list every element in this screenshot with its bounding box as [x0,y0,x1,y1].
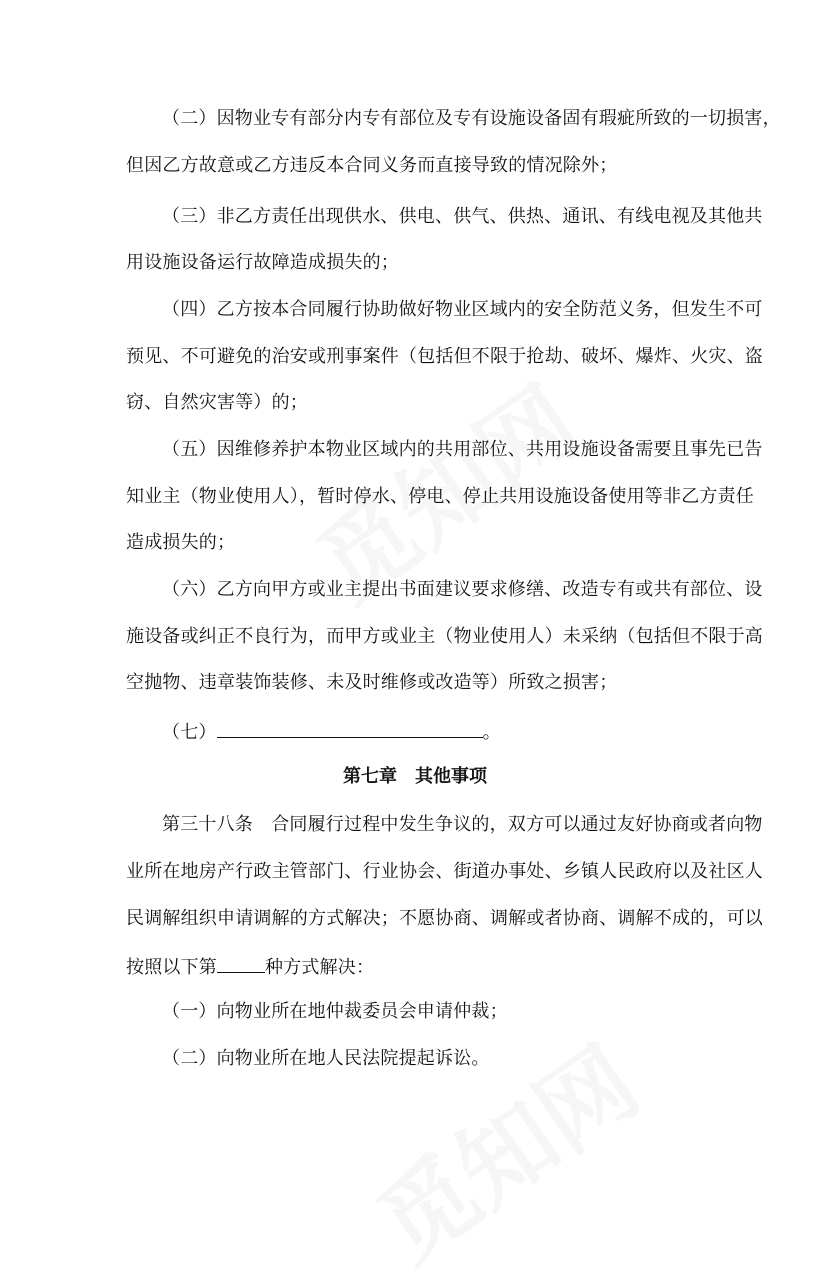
paragraph-line: （四）乙方按本合同履行协助做好物业区域内的安全防范义务，但发生不可 [162,299,763,320]
option-line: （二）向物业所在地人民法院提起诉讼。 [162,1048,490,1069]
item-seven-suffix: 。 [482,722,501,743]
paragraph-line: 窃、自然灾害等）的； [126,392,308,413]
article-last-prefix: 按照以下第 [126,957,217,978]
paragraph-line: 造成损失的； [126,532,236,553]
paragraph-line: （五）因维修养护本物业区域内的共用部位、共用设施设备需要且事先已告 [162,439,763,460]
paragraph-line: （六）乙方向甲方或业主提出书面建议要求修缮、改造专有或共有部位、设 [162,579,763,600]
item-seven-blank [217,719,483,738]
paragraph-line: 预见、不可避免的治安或刑事案件（包括但不限于抢劫、破坏、爆炸、火灾、盗 [126,346,763,367]
item-seven-line [162,719,501,744]
option-line: （一）向物业所在地仲裁委员会申请仲裁； [162,1001,508,1022]
paragraph-line: （二）因物业专有部分内专有部位及专有设施设备固有瑕疵所致的一切损害， [162,108,781,129]
article-line: 民调解组织申请调解的方式解决；不愿协商、调解或者协商、调解不成的，可以 [126,908,763,929]
paragraph-line: 但因乙方故意或乙方违反本合同义务而直接导致的情况除外； [126,155,618,176]
paragraph-line: 用设施设备运行故障造成损失的； [126,252,399,273]
item-seven-prefix: （七） [162,722,217,743]
article-line: 第三十八条 合同履行过程中发生争议的，双方可以通过友好协商或者向物 [162,814,763,835]
resolution-choice-blank [217,954,265,973]
paragraph-line: 知业主（物业使用人），暂时停水、停电、停止共用设施设备使用等非乙方责任 [126,486,754,507]
paragraph-line: 空抛物、违章装饰装修、未及时维修或改造等）所致之损害； [126,672,618,693]
paragraph-line: 施设备或纠正不良行为，而甲方或业主（物业使用人）未采纳（包括但不限于高 [126,626,763,647]
article-last-suffix: 种方式解决： [265,957,375,978]
article-last-line [126,954,374,979]
chapter-heading: 第七章 其他事项 [343,766,487,787]
article-line: 业所在地房产行政主管部门、行业协会、街道办事处、乡镇人民政府以及社区人 [126,861,763,882]
paragraph-line: （三）非乙方责任出现供水、供电、供气、供热、通讯、有线电视及其他共 [162,206,763,227]
